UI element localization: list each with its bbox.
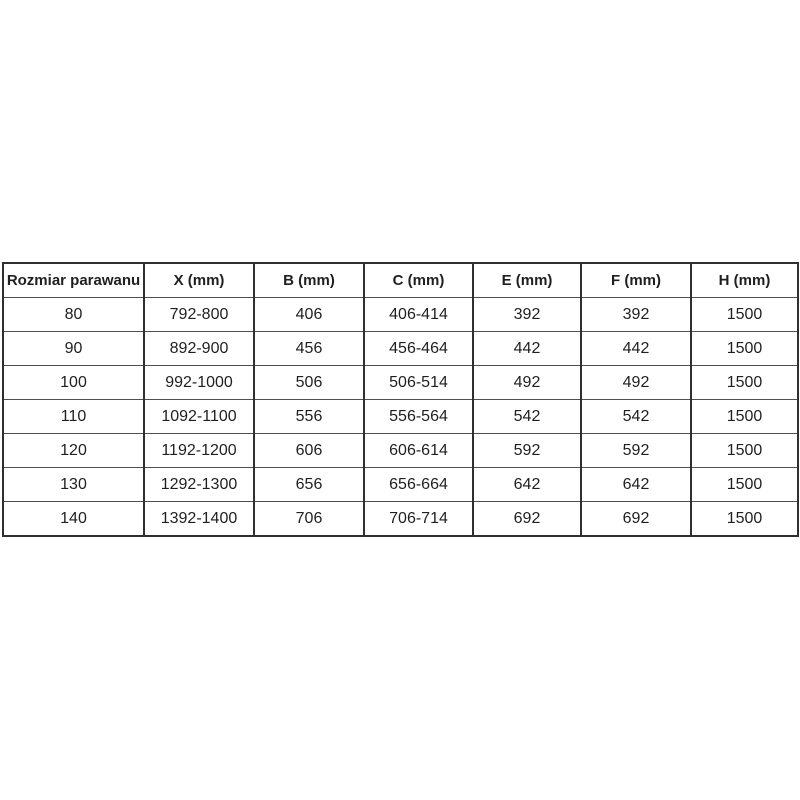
table-cell: 1392-1400 [144, 502, 254, 537]
table-cell: 606-614 [364, 434, 473, 468]
column-header: X (mm) [144, 263, 254, 298]
table-cell: 492 [473, 366, 581, 400]
table-cell: 606 [254, 434, 364, 468]
column-header: H (mm) [691, 263, 798, 298]
table-row [3, 468, 798, 502]
table-cell: 1500 [691, 434, 798, 468]
column-header: B (mm) [254, 263, 364, 298]
table-cell: 556 [254, 400, 364, 434]
header-row [3, 263, 798, 298]
table-cell: 130 [3, 468, 144, 502]
table-cell: 542 [581, 400, 691, 434]
table-cell: 492 [581, 366, 691, 400]
table-cell: 506-514 [364, 366, 473, 400]
spec-table-container [2, 262, 797, 537]
table-cell: 90 [3, 332, 144, 366]
table-cell: 992-1000 [144, 366, 254, 400]
table-cell: 1092-1100 [144, 400, 254, 434]
column-header: F (mm) [581, 263, 691, 298]
table-cell: 392 [581, 298, 691, 332]
table-cell: 592 [581, 434, 691, 468]
table-cell: 1500 [691, 468, 798, 502]
table-cell: 642 [581, 468, 691, 502]
table-row [3, 434, 798, 468]
table-cell: 892-900 [144, 332, 254, 366]
table-cell: 706-714 [364, 502, 473, 537]
table-cell: 110 [3, 400, 144, 434]
table-cell: 456-464 [364, 332, 473, 366]
table-cell: 592 [473, 434, 581, 468]
table-row [3, 366, 798, 400]
table-cell: 656-664 [364, 468, 473, 502]
table-cell: 392 [473, 298, 581, 332]
table-cell: 442 [581, 332, 691, 366]
column-header: Rozmiar parawanu [3, 263, 144, 298]
table-cell: 556-564 [364, 400, 473, 434]
table-cell: 1500 [691, 298, 798, 332]
table-cell: 692 [473, 502, 581, 537]
table-cell: 642 [473, 468, 581, 502]
table-cell: 1192-1200 [144, 434, 254, 468]
table-cell: 692 [581, 502, 691, 537]
table-row [3, 502, 798, 537]
table-cell: 506 [254, 366, 364, 400]
table-cell: 120 [3, 434, 144, 468]
table-cell: 656 [254, 468, 364, 502]
column-header: C (mm) [364, 263, 473, 298]
table-cell: 1500 [691, 366, 798, 400]
table-cell: 80 [3, 298, 144, 332]
table-cell: 100 [3, 366, 144, 400]
table-cell: 406-414 [364, 298, 473, 332]
table-cell: 1500 [691, 400, 798, 434]
table-cell: 1292-1300 [144, 468, 254, 502]
table-cell: 542 [473, 400, 581, 434]
table-cell: 792-800 [144, 298, 254, 332]
table-cell: 442 [473, 332, 581, 366]
column-header: E (mm) [473, 263, 581, 298]
screen-size-spec-table [2, 262, 799, 537]
table-cell: 1500 [691, 502, 798, 537]
table-cell: 406 [254, 298, 364, 332]
table-cell: 140 [3, 502, 144, 537]
table-cell: 456 [254, 332, 364, 366]
table-row [3, 298, 798, 332]
table-cell: 1500 [691, 332, 798, 366]
table-cell: 706 [254, 502, 364, 537]
table-row [3, 400, 798, 434]
table-row [3, 332, 798, 366]
